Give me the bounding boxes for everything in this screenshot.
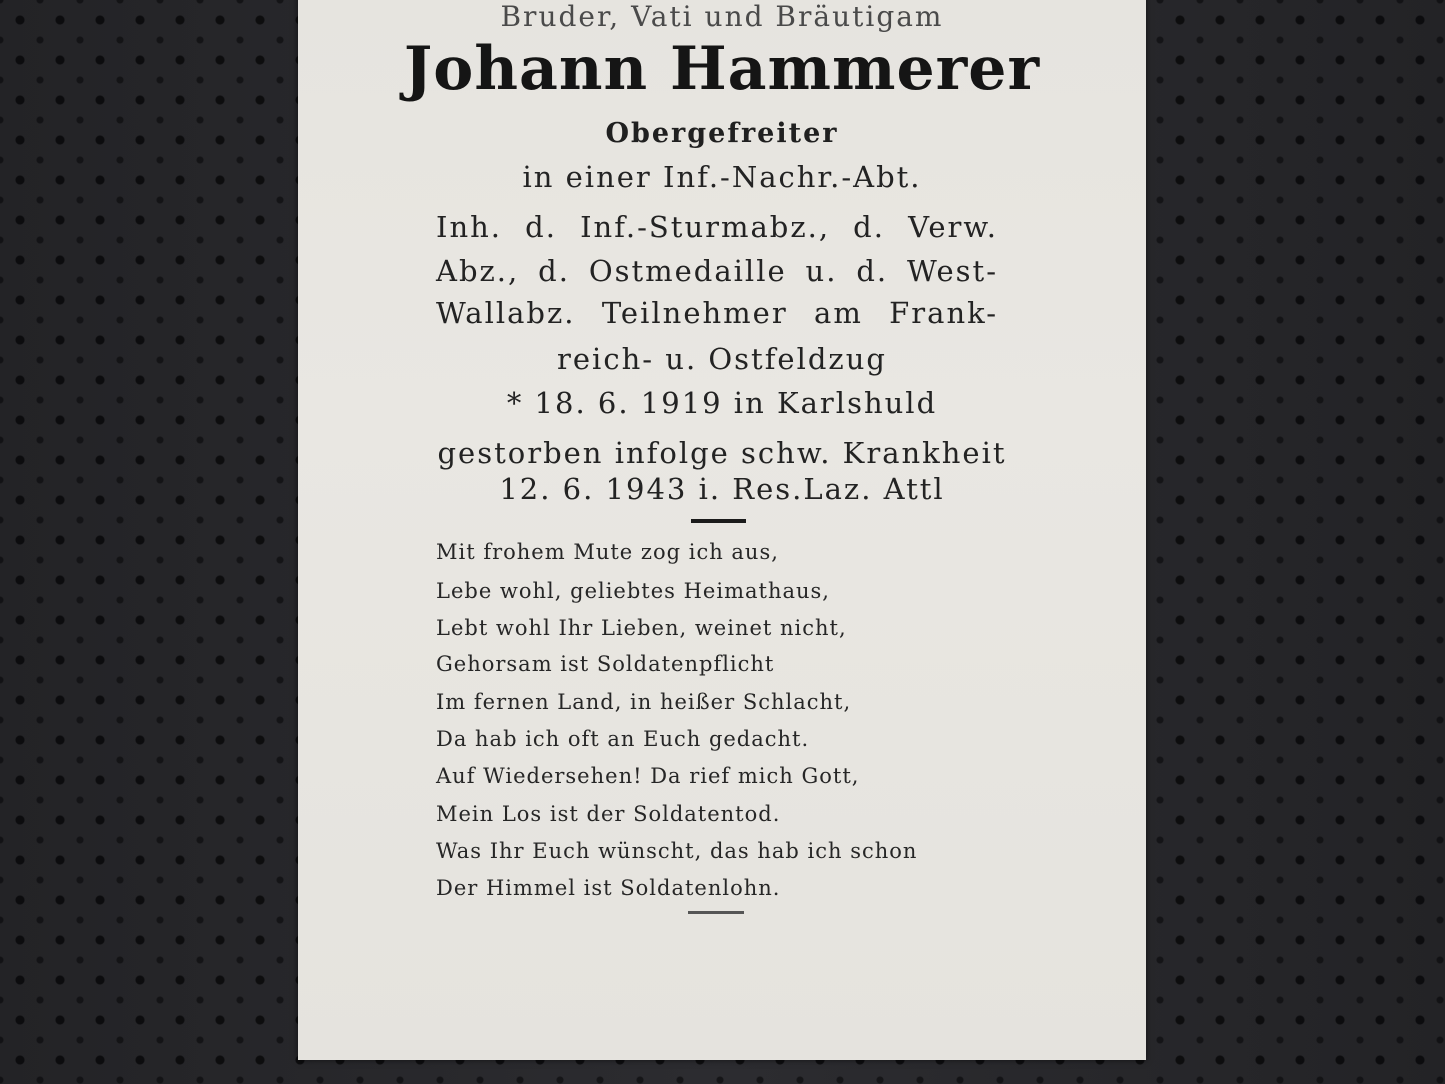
poem-line: Der Himmel ist Soldatenlohn. (436, 876, 781, 900)
deceased-name: Johann Hammerer (403, 34, 1041, 104)
poem-line: Lebe wohl, geliebtes Heimathaus, (436, 579, 830, 603)
relation-line: Bruder, Vati und Bräutigam (500, 0, 944, 33)
poem-line: Mit frohem Mute zog ich aus, (436, 540, 779, 564)
campaign-line-2: reich- u. Ostfeldzug (557, 342, 887, 376)
poem-line: Da hab ich oft an Euch gedacht. (436, 727, 810, 751)
divider-bottom (688, 911, 744, 914)
poem-line: Im fernen Land, in heißer Schlacht, (436, 690, 852, 714)
divider-top (691, 519, 746, 523)
poem-line: Mein Los ist der Soldatentod. (436, 802, 781, 826)
death-cause-line: gestorben infolge schw. Krankheit (437, 436, 1007, 470)
memorial-card (298, 0, 1146, 1060)
award-line-1: Inh. d. Inf.-Sturmabz., d. Verw. (436, 210, 998, 244)
unit-line: in einer Inf.-Nachr.-Abt. (522, 160, 922, 194)
birth-line: * 18. 6. 1919 in Karlshuld (506, 386, 938, 420)
poem-line: Lebt wohl Ihr Lieben, weinet nicht, (436, 616, 847, 640)
poem-line: Auf Wiedersehen! Da rief mich Gott, (436, 764, 860, 788)
poem-line: Was Ihr Euch wünscht, das hab ich schon (436, 839, 918, 863)
campaign-line-1: Wallabz. Teilnehmer am Frank- (436, 296, 998, 330)
poem-line: Gehorsam ist Soldatenpflicht (436, 652, 775, 676)
death-date-line: 12. 6. 1943 i. Res.Laz. Attl (499, 472, 945, 506)
award-line-2: Abz., d. Ostmedaille u. d. West- (436, 254, 998, 288)
military-rank: Obergefreiter (605, 118, 839, 149)
